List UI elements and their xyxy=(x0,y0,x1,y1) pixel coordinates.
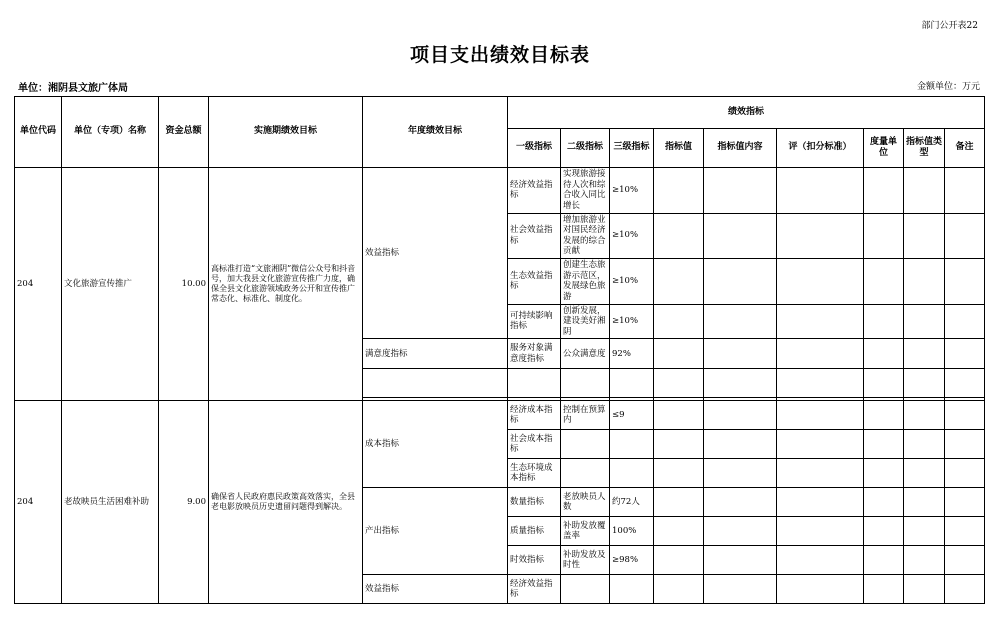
col-project-name: 单位（专项）名称 xyxy=(62,97,159,168)
value-type-cell xyxy=(904,369,945,398)
value-type-cell xyxy=(904,339,945,369)
amount-cell: 10.00 xyxy=(159,168,209,401)
measure-unit-cell xyxy=(864,213,904,259)
level3-cell xyxy=(610,369,654,398)
col-total-funds: 资金总额 xyxy=(159,97,209,168)
scoring-cell xyxy=(777,430,864,459)
level2-cell xyxy=(561,369,610,398)
indicator-value-cell xyxy=(654,459,704,488)
col-level3: 三级指标 xyxy=(610,129,654,168)
remarks-cell xyxy=(945,369,985,398)
amount-unit: 金额单位：万元 xyxy=(916,82,980,92)
indicator-content-cell xyxy=(704,546,777,575)
level3-cell: 92% xyxy=(610,339,654,369)
remarks-cell xyxy=(945,168,985,214)
level3-cell xyxy=(610,459,654,488)
col-scoring: 评（扣分标准） xyxy=(777,129,864,168)
scoring-cell xyxy=(777,339,864,369)
performance-table xyxy=(14,96,985,604)
level1-cell: 可持续影响指标 xyxy=(508,304,561,339)
measure-unit-cell xyxy=(864,430,904,459)
level3-cell: ≥10% xyxy=(610,168,654,214)
col-indicator-content: 指标值内容 xyxy=(704,129,777,168)
unit-name: 单位：湘阴县文旅广体局 xyxy=(18,83,128,94)
remarks-cell xyxy=(945,259,985,305)
level1-cell: 时效指标 xyxy=(508,546,561,575)
indicator-content-cell xyxy=(704,488,777,517)
level2-cell: 老放映员人数 xyxy=(561,488,610,517)
indicator-value-cell xyxy=(654,575,704,604)
value-type-cell xyxy=(904,546,945,575)
level3-cell xyxy=(610,430,654,459)
scoring-cell xyxy=(777,488,864,517)
value-type-cell xyxy=(904,430,945,459)
measure-unit-cell xyxy=(864,546,904,575)
level3-cell xyxy=(610,575,654,604)
level2-cell xyxy=(561,575,610,604)
measure-unit-cell xyxy=(864,459,904,488)
level2-cell: 补助发放及时性 xyxy=(561,546,610,575)
indicator-content-cell xyxy=(704,517,777,546)
annual-goal-cell: 效益指标 xyxy=(363,575,508,604)
indicator-value-cell xyxy=(654,430,704,459)
indicator-value-cell xyxy=(654,168,704,214)
annual-goal-cell: 成本指标 xyxy=(363,401,508,488)
measure-unit-cell xyxy=(864,575,904,604)
level3-cell: ≥10% xyxy=(610,304,654,339)
scoring-cell xyxy=(777,369,864,398)
annual-goal-cell: 效益指标 xyxy=(363,168,508,339)
scoring-cell xyxy=(777,517,864,546)
level3-cell: 约72人 xyxy=(610,488,654,517)
value-type-cell xyxy=(904,488,945,517)
indicator-value-cell xyxy=(654,213,704,259)
col-level1: 一级指标 xyxy=(508,129,561,168)
level1-cell: 生态效益指标 xyxy=(508,259,561,305)
indicator-value-cell xyxy=(654,401,704,430)
col-annual-goal: 年度绩效目标 xyxy=(363,97,508,168)
indicator-content-cell xyxy=(704,339,777,369)
col-measure-unit: 度量单位 xyxy=(864,129,904,168)
level1-cell: 质量指标 xyxy=(508,517,561,546)
level3-cell: ≥10% xyxy=(610,259,654,305)
level2-cell xyxy=(561,430,610,459)
level1-cell: 经济效益指标 xyxy=(508,168,561,214)
level2-cell: 创新发展，建设美好湘阴 xyxy=(561,304,610,339)
measure-unit-cell xyxy=(864,517,904,546)
value-type-cell xyxy=(904,459,945,488)
value-type-cell xyxy=(904,168,945,214)
level2-cell: 实现旅游接待人次和综合收入同比增长 xyxy=(561,168,610,214)
project-name-cell: 老故映员生活困难补助 xyxy=(62,401,159,604)
value-type-cell xyxy=(904,304,945,339)
indicator-content-cell xyxy=(704,459,777,488)
remarks-cell xyxy=(945,488,985,517)
unit-code-cell: 204 xyxy=(15,401,62,604)
level3-cell: ≤9 xyxy=(610,401,654,430)
level1-cell: 服务对象满意度指标 xyxy=(508,339,561,369)
indicator-content-cell xyxy=(704,575,777,604)
indicator-value-cell xyxy=(654,259,704,305)
scoring-cell xyxy=(777,213,864,259)
level3-cell: ≥10% xyxy=(610,213,654,259)
indicator-content-cell xyxy=(704,401,777,430)
indicator-value-cell xyxy=(654,488,704,517)
amount-cell: 9.00 xyxy=(159,401,209,604)
level2-cell: 创建生态旅游示范区，发展绿色旅游 xyxy=(561,259,610,305)
scoring-cell xyxy=(777,546,864,575)
level1-cell xyxy=(508,369,561,398)
scoring-cell xyxy=(777,304,864,339)
level1-cell: 生态环境成本指标 xyxy=(508,459,561,488)
project-name-cell: 文化旅游宣传推广 xyxy=(62,168,159,401)
remarks-cell xyxy=(945,546,985,575)
col-remarks: 备注 xyxy=(945,129,985,168)
unit-code-cell: 204 xyxy=(15,168,62,401)
period-goal-cell: 确保省人民政府惠民政策高效落实，全县老电影放映员历史遗留问题得到解决。 xyxy=(209,401,363,604)
level3-cell: ≥98% xyxy=(610,546,654,575)
indicator-content-cell xyxy=(704,213,777,259)
remarks-cell xyxy=(945,401,985,430)
remarks-cell xyxy=(945,339,985,369)
remarks-cell xyxy=(945,575,985,604)
annual-goal-cell xyxy=(363,369,508,398)
scoring-cell xyxy=(777,401,864,430)
scoring-cell xyxy=(777,168,864,214)
indicator-content-cell xyxy=(704,259,777,305)
remarks-cell xyxy=(945,459,985,488)
value-type-cell xyxy=(904,213,945,259)
scoring-cell xyxy=(777,459,864,488)
remarks-cell xyxy=(945,517,985,546)
col-period-goal: 实施期绩效目标 xyxy=(209,97,363,168)
value-type-cell xyxy=(904,575,945,604)
indicator-content-cell xyxy=(704,430,777,459)
indicator-value-cell xyxy=(654,304,704,339)
col-perf-indicators: 绩效指标 xyxy=(508,97,985,129)
level2-cell: 补助发放覆盖率 xyxy=(561,517,610,546)
indicator-value-cell xyxy=(654,517,704,546)
measure-unit-cell xyxy=(864,488,904,517)
table-row xyxy=(15,168,985,214)
measure-unit-cell xyxy=(864,401,904,430)
remarks-cell xyxy=(945,304,985,339)
value-type-cell xyxy=(904,259,945,305)
col-unit-code: 单位代码 xyxy=(15,97,62,168)
indicator-content-cell xyxy=(704,369,777,398)
level2-cell: 公众满意度 xyxy=(561,339,610,369)
measure-unit-cell xyxy=(864,304,904,339)
report-number: 部门公开表22 xyxy=(921,21,978,31)
measure-unit-cell xyxy=(864,259,904,305)
measure-unit-cell xyxy=(864,168,904,214)
col-value-type: 指标值类型 xyxy=(904,129,945,168)
scoring-cell xyxy=(777,575,864,604)
level3-cell: 100% xyxy=(610,517,654,546)
annual-goal-cell: 产出指标 xyxy=(363,488,508,575)
remarks-cell xyxy=(945,430,985,459)
level1-cell: 社会成本指标 xyxy=(508,430,561,459)
table-row xyxy=(15,401,985,430)
level2-cell: 控制在预算内 xyxy=(561,401,610,430)
measure-unit-cell xyxy=(864,369,904,398)
level1-cell: 经济成本指标 xyxy=(508,401,561,430)
remarks-cell xyxy=(945,213,985,259)
measure-unit-cell xyxy=(864,339,904,369)
col-indicator-value: 指标值 xyxy=(654,129,704,168)
level1-cell: 经济效益指标 xyxy=(508,575,561,604)
value-type-cell xyxy=(904,517,945,546)
period-goal-cell: 高标准打造“文旅湘阴”微信公众号和抖音号，加大我县文化旅游宣传推广力度，确保全县文化旅游领域政务公开和宣传推广常态化、标准化、制度化。 xyxy=(209,168,363,401)
scoring-cell xyxy=(777,259,864,305)
annual-goal-cell: 满意度指标 xyxy=(363,339,508,369)
level2-cell xyxy=(561,459,610,488)
indicator-content-cell xyxy=(704,168,777,214)
indicator-content-cell xyxy=(704,304,777,339)
col-level2: 二级指标 xyxy=(561,129,610,168)
level1-cell: 社会效益指标 xyxy=(508,213,561,259)
value-type-cell xyxy=(904,401,945,430)
indicator-value-cell xyxy=(654,546,704,575)
indicator-value-cell xyxy=(654,339,704,369)
page-title: 项目支出绩效目标表 xyxy=(409,44,590,66)
indicator-value-cell xyxy=(654,369,704,398)
level2-cell: 增加旅游业对国民经济发展的综合贡献 xyxy=(561,213,610,259)
level1-cell: 数量指标 xyxy=(508,488,561,517)
